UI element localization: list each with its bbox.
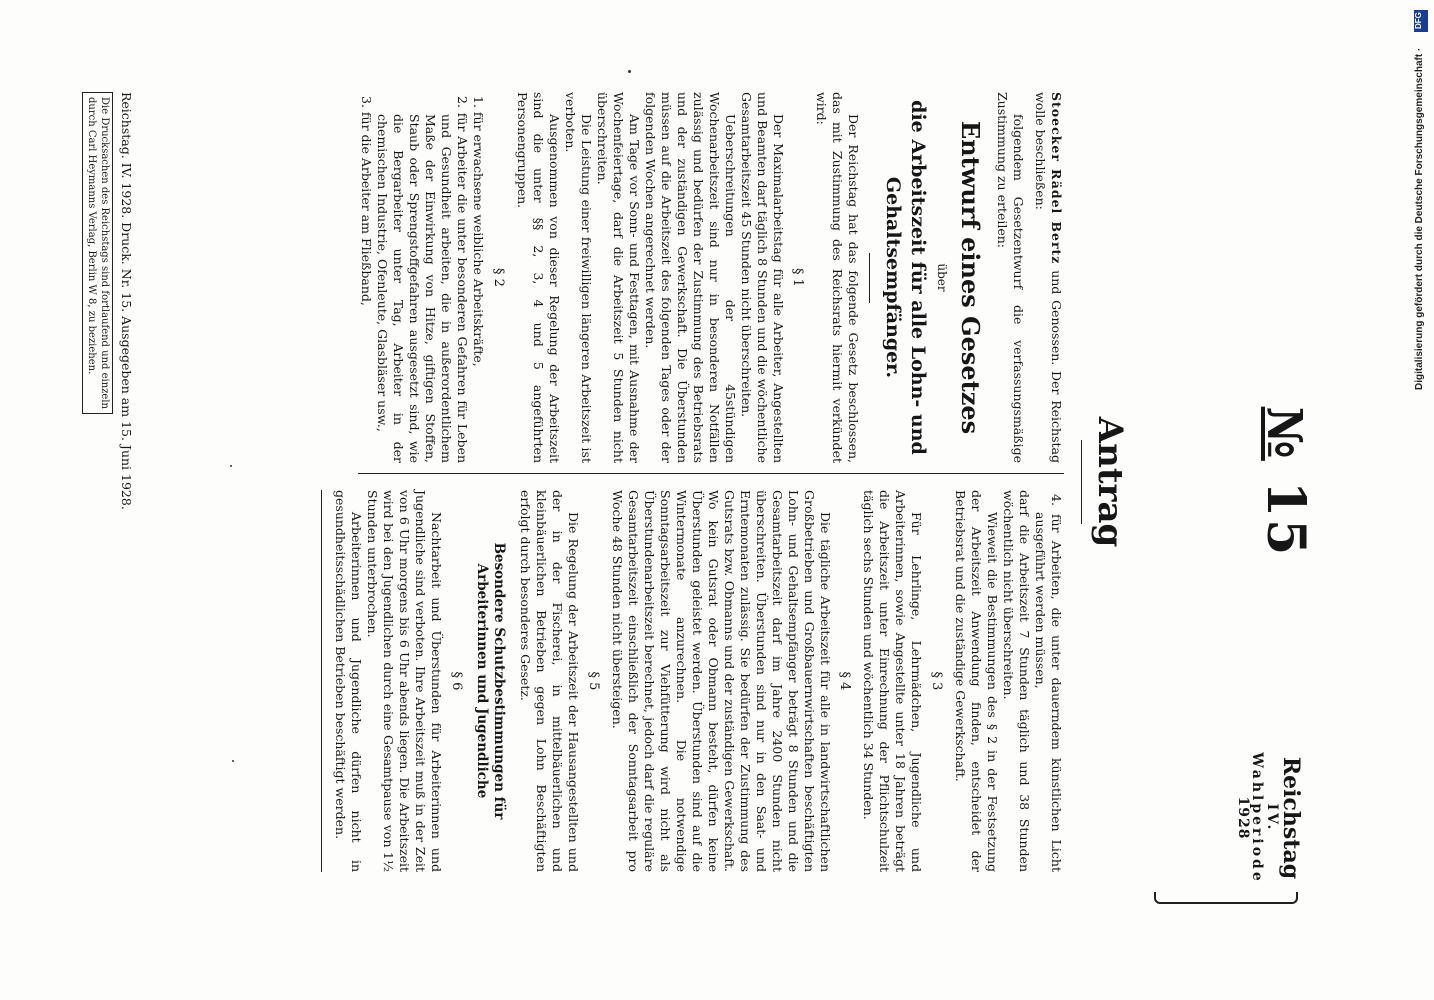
text-columns xyxy=(24,92,1064,872)
number-value: 15 xyxy=(1255,480,1316,558)
section-2-decision: Wieweit die Bestimmungen des § 2 in der Festsetzung der Arbeitszeit Anwendung finden, entscheidet der Betriebsrat und die zuständige Gewerkschaft. xyxy=(953,490,1000,872)
right-column xyxy=(321,484,1064,872)
reichstag-block xyxy=(1235,738,1302,898)
signers-rest: und Genossen. Der Reichstag wolle beschließen: xyxy=(1033,92,1064,463)
section-4-text: Die tägliche Arbeitszeit für alle in landwirtschaftlichen Großbetrieben und Großbauernwirtschaften beschäftigten Lohn- und Gehaltsempfänger beträgt 8 Stunden und die Gesamtarbeitszeit darf im Jahre 2400 Stunden nicht überschreiten. Überstunden sind nur in den Saat- und Erntemonaten zulässig. Sie bedürfen der Zustimmung des Gutsrats bzw. Obmanns und der zuständigen Gewerkschaft. Wo kein Gutsrat oder Obmann besteht, dürfen keine Überstunden geleistet werden. Überstunden sind auf die Wintermonate anzurechnen. Die notwendige Sonntagsarbeitszeit zur Viehfütterung wird nicht als Überstundenarbeitszeit berechnet, jedoch darf die reguläre Gesamtarbeitszeit einschließlich der Sonntagsarbeit pro Woche 48 Stunden nicht übersteigen. xyxy=(609,490,833,872)
section-3-heading: § 3 xyxy=(929,671,944,691)
number-symbol: № xyxy=(1256,406,1312,461)
section-1-para-2: Ueberschreitungen der 45stündigen Wochenarbeitszeit sind nur in besonderen Notfällen zulässig und bedürfen der Zustimmung des Betriebsrats und der zuständigen Gewerkschaft. Die Überstunden müssen auf die Arbeitszeit des folgenden Tages oder der folgenden Wochen angerechnet werden. xyxy=(642,92,738,463)
section-3-text: Für Lehrlinge, Lehrmädchen, Jugendliche und Arbeiterinnen, sowie Angestellte unter 18 Jahren beträgt die Arbeitszeit unter Einrechnung der Pflichtschulzeit täglich sechs Stunden und wöchentlich 34 Stunden. xyxy=(861,490,925,872)
section-1-para-5: Ausgenommen von dieser Regelung der Arbeitszeit sind die unter §§ 2, 3, 4 und 5 angeführten Personengruppen. xyxy=(514,92,562,463)
section-2-item-3: 3. für die Arbeiter am Fließband, xyxy=(359,96,375,306)
bracket-decoration xyxy=(1154,892,1298,904)
publisher-note xyxy=(82,92,113,414)
ueber-label: über xyxy=(935,263,950,292)
section-6-para-2: Arbeiterinnen und Jugendliche dürfen nicht in gesundheitsschädlichen Betrieben beschäftigt werden. xyxy=(333,490,365,872)
antrag-rule xyxy=(1081,440,1082,524)
year-label: 1928 xyxy=(1234,796,1251,840)
section-6-para-1: Nachtarbeit und Überstunden für Arbeiterinnen und Jugendliche sind verboten. Ihre Arbeitszeit muß in der Zeit von 6 Uhr morgens bis 6 Uhr abends liegen. Die Arbeitszeit wird bei den Jugendlichen durch eine Gesamtpause von 1½ Stunden unterbrochen. xyxy=(365,490,445,872)
dfg-logo: DFG xyxy=(1414,10,1428,32)
title-rule xyxy=(869,253,870,303)
section-2-item-4: 4. für Arbeiten, die unter dauerndem künstlichen Licht ausgeführt werden müssen, xyxy=(1033,494,1064,872)
scan-speck xyxy=(628,70,631,73)
section-4-heading: § 4 xyxy=(837,671,853,691)
law-subtitle: die Arbeitszeit für alle Lohn- und Gehaltsempfänger. xyxy=(882,100,929,455)
section-2-limit: darf die Arbeitszeit 7 Stunden täglich und 38 Stunden wöchentlich nicht überschreiten. xyxy=(1001,490,1032,872)
preamble: Der Reichstag hat das folgende Gesetz beschlossen, das mit Zustimmung des Reichsrats hiermit verkündet wird: xyxy=(814,92,862,463)
document-body xyxy=(22,92,1322,884)
scan-speck xyxy=(232,760,234,762)
dfg-sidebar xyxy=(1414,10,1428,390)
print-info: Reichstag. IV. 1928. Druck. Nr. 15. Ausgegeben am 15. Juni 1928. xyxy=(119,92,134,510)
reichstag-label: Reichstag xyxy=(1278,756,1304,880)
law-title: Entwurf eines Gesetzes xyxy=(956,120,985,435)
signers-names: Stoecker Rädel Bertz xyxy=(1049,92,1064,265)
document-header xyxy=(1072,92,1322,884)
section-2-item-2: 2. für Arbeiter die unter besonderen Gefahren für Leben und Gesundheit arbeiten, die in außerordentlichem Maße der Einwirkung von Hitze, giftigen Stoffen, Staub oder Sprengstoffgefahren ausgesetzt sind, wie die Bergarbeiter unter Tag, Arbeiter in der chemischen Industrie, Ofenleute, Glasbläser usw., xyxy=(375,96,471,463)
section-5-text: Die Regelung der Arbeitszeit der Hausangestellten und der in der Fischerei, in mittelbäuerlichen und kleinbäuerlichen Betrieben gegen Lohn Beschäftigten erfolgt durch besonderes Gesetz. xyxy=(518,490,582,872)
scan-speck xyxy=(230,465,232,467)
section-6-heading: § 6 xyxy=(449,671,465,691)
section-1-para-4: Die Leistung einer freiwilligen längeren Arbeitszeit ist verboten. xyxy=(562,92,594,463)
dfg-credit-text: Digitalisierung gefördert durch die Deutsche Forschungsgemeinschaft · xyxy=(1414,47,1425,390)
document-footer xyxy=(82,92,134,872)
section-1-heading: § 1 xyxy=(790,268,806,287)
end-rule xyxy=(321,490,322,872)
protection-heading: Besondere Schutzbestimmungen für Arbeiterinnen und Jugendliche xyxy=(473,542,508,820)
section-2-heading: § 2 xyxy=(490,268,506,287)
section-1-para-1: Der Maximalarbeitstag für alle Arbeiter, Angestellten und Beamten darf täglich 8 Stunden und die wöchentliche Gesamtarbeitszeit 45 Stunden nicht überschreiten. xyxy=(738,92,786,463)
publisher-note-line-1: Die Drucksachen des Reichstags sind fortlaufend und einzeln xyxy=(99,97,110,409)
section-1-para-3: Am Tage vor Sonn- und Festtagen, mit Ausnahme der Wochenfeiertage, darf die Arbeitszeit 5 Stunden nicht überschreiten. xyxy=(594,92,642,463)
section-2-item-1: 1. für erwachsene weibliche Arbeitskräfte, xyxy=(471,96,487,367)
section-5-heading: § 5 xyxy=(585,671,601,691)
wahlperiode-label: IV. Wahlperiode xyxy=(1249,752,1280,884)
publisher-note-line-2: durch Carl Heymanns Verlag, Berlin W 8, zu beziehen. xyxy=(86,97,98,375)
left-column xyxy=(358,92,1064,474)
signers xyxy=(1032,92,1064,463)
intro-text: folgendem Gesetzentwurf die verfassungsmäßige Zustimmung zu erteilen: xyxy=(995,92,1026,463)
antrag-heading: Antrag xyxy=(1090,416,1130,548)
